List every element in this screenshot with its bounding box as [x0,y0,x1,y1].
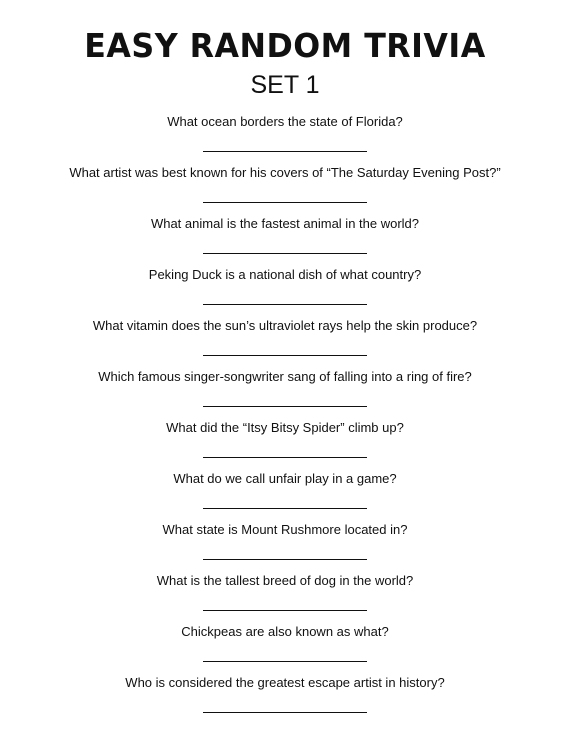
question-item [0,216,570,267]
question-item [0,675,570,726]
answer-line [203,355,367,356]
question-item [0,522,570,573]
question-item [0,318,570,369]
page-title: EASY RANDOM TRIVIA [84,26,486,65]
question-text: Who is considered the greatest escape artist in history? [125,675,445,690]
answer-line [203,253,367,254]
answer-line [203,508,367,509]
question-text: What is the tallest breed of dog in the world? [156,573,414,588]
answer-line [203,661,367,662]
question-text: What state is Mount Rushmore located in? [162,522,408,537]
question-text: What vitamin does the sun’s ultraviolet rays help the skin produce? [92,318,478,333]
question-text: What do we call unfair play in a game? [173,471,397,486]
question-text: Chickpeas are also known as what? [181,624,389,639]
question-item [0,624,570,675]
question-text: Which famous singer-songwriter sang of falling into a ring of fire? [98,369,472,384]
answer-line [203,151,367,152]
question-text: What did the “Itsy Bitsy Spider” climb up? [166,420,404,435]
question-text: What animal is the fastest animal in the world? [150,216,420,231]
question-item [0,114,570,165]
page-subtitle: SET 1 [250,71,320,99]
question-item [0,267,570,318]
question-item [0,165,570,216]
answer-line [203,304,367,305]
question-item [0,369,570,420]
question-list [0,114,570,726]
answer-line [203,712,367,713]
answer-line [203,559,367,560]
answer-line [203,610,367,611]
question-item [0,420,570,471]
answer-line [203,406,367,407]
question-text: Peking Duck is a national dish of what country? [148,267,422,282]
question-item [0,573,570,624]
question-item [0,471,570,522]
answer-line [203,457,367,458]
answer-line [203,202,367,203]
question-text: What artist was best known for his covers of “The Saturday Evening Post?” [69,165,501,180]
question-text: What ocean borders the state of Florida? [167,114,403,129]
